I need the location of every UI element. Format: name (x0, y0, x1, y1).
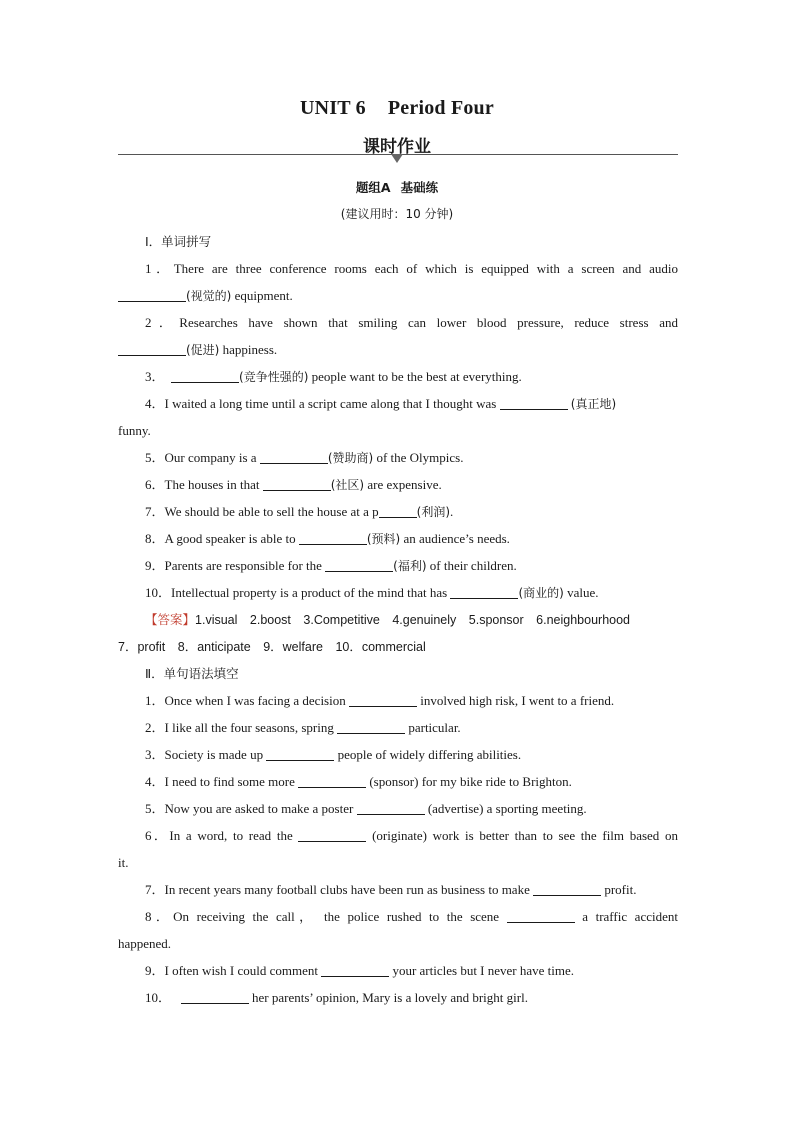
answer-key-line2: 7．profit 8．anticipate 9．welfare 10．commercial (118, 640, 426, 654)
answer-blank[interactable] (349, 692, 417, 707)
suggested-time: (建议用时：10 分钟) (340, 207, 454, 221)
group-title (0, 178, 794, 196)
answer-blank[interactable] (181, 989, 249, 1004)
part1-q4-line2: funny. (118, 423, 151, 438)
answer-blank[interactable] (325, 557, 393, 572)
part1-q1-line1: 1．There are three conference rooms each of which is equipped with a screen and audio (145, 261, 678, 276)
answer-blank[interactable] (321, 962, 389, 977)
answer-blank[interactable] (118, 341, 186, 356)
answer-blank[interactable] (500, 395, 568, 410)
part1-q2-line1: 2．Researches have shown that smiling can lower blood pressure, reduce stress and (145, 315, 678, 330)
answer-blank[interactable] (299, 530, 367, 545)
exercise-body (118, 228, 678, 1011)
part1-q8: 8．A good speaker is able to (预料) an audience’s needs. (145, 531, 510, 546)
answer-blank[interactable] (260, 449, 328, 464)
part1-q5: 5．Our company is a (赞助商) of the Olympics. (145, 450, 464, 465)
part1-q9: 9．Parents are responsible for the (福利) of their children. (145, 558, 517, 573)
part2-q8-line2: happened. (118, 936, 172, 951)
part2-q4: 4．I need to find some more (sponsor) for my bike ride to Brighton. (145, 774, 572, 789)
part2-q8-line1: 8．On receiving the call， the police rushed to the scene a traffic accident (145, 909, 678, 924)
part1-q10: 10．Intellectual property is a product of the mind that has (商业的) value. (145, 585, 599, 600)
answer-blank[interactable] (298, 827, 366, 842)
page-title (0, 97, 794, 120)
answer-blank[interactable] (171, 368, 239, 383)
part2-q3: 3．Society is made up people of widely differing abilities. (145, 747, 522, 762)
answer-blank[interactable] (533, 881, 601, 896)
answer-blank[interactable] (266, 746, 334, 761)
part2-q6-line1: 6．In a word, to read the (originate) work is better than to see the film based on (145, 828, 678, 843)
group-name: 基础练 (400, 180, 439, 195)
answer-blank[interactable] (507, 908, 575, 923)
answer-blank[interactable] (118, 287, 186, 302)
part2-q7: 7．In recent years many football clubs have been run as business to make profit. (145, 882, 637, 897)
period-label: Period Four (387, 97, 494, 119)
page-subtitle: 课时作业 (363, 137, 431, 157)
answer-blank[interactable] (357, 800, 425, 815)
part1-q1-line2: (视觉的) equipment. (118, 282, 678, 309)
unit-label: UNIT 6 (300, 97, 366, 119)
part2-q6-line2: it. (118, 855, 129, 870)
triangle-marker-icon (391, 154, 403, 163)
part2-q9: 9．I often wish I could comment your articles but I never have time. (145, 963, 575, 978)
part1-q2-line2: (促进) happiness. (118, 336, 678, 363)
answer-blank[interactable] (450, 584, 518, 599)
part2-heading: Ⅱ．单句语法填空 (145, 666, 239, 681)
part1-heading: Ⅰ．单词拼写 (145, 234, 212, 249)
answer-tag: 【答案】 (145, 612, 196, 627)
group-label: 题组A (355, 180, 391, 195)
first-letter-hint: p (372, 504, 379, 519)
part2-q5: 5．Now you are asked to make a poster (advertise) a sporting meeting. (145, 801, 587, 816)
answer-blank[interactable] (263, 476, 331, 491)
part1-q3: 3． (竞争性强的) people want to be the best at everything. (145, 369, 522, 384)
answer-blank[interactable] (337, 719, 405, 734)
answer-blank[interactable] (379, 503, 417, 518)
part1-q4-line1: 4．I waited a long time until a script came along that I thought was (真正地) (145, 396, 617, 411)
answer-key-line1: 【答案】1.visual 2.boost 3.Competitive 4.genuinely 5.sponsor 6.neighbourhood (145, 612, 630, 627)
part1-q7: 7．We should be able to sell the house at a p (利润). (145, 504, 454, 519)
part1-q6: 6．The houses in that (社区) are expensive. (145, 477, 442, 492)
part2-q2: 2．I like all the four seasons, spring particular. (145, 720, 461, 735)
part2-q1: 1．Once when I was facing a decision involved high risk, I went to a friend. (145, 693, 615, 708)
answer-blank[interactable] (298, 773, 366, 788)
part2-q10: 10． her parents’ opinion, Mary is a lovely and bright girl. (145, 990, 528, 1005)
